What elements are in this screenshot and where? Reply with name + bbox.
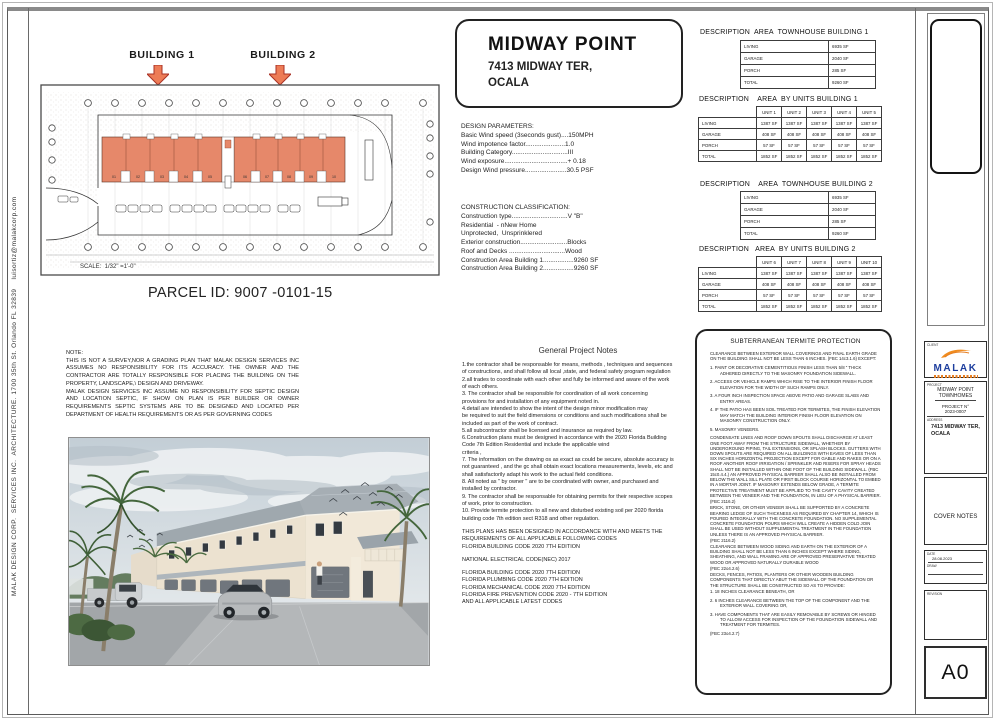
sheet-title-block — [924, 477, 987, 545]
termite-exceptions-list — [710, 365, 881, 431]
table-cell: 1852 SF — [782, 151, 807, 162]
sheet-title: COVER NOTES — [933, 514, 978, 520]
table-cell: 1852 SF — [782, 301, 807, 312]
service-truck — [318, 197, 348, 206]
left-strip-divider — [28, 8, 29, 714]
text-line: 1.the contractor shall be responsable for means, methods , techniques and sequences of constructions, and shall follow all local ,state, and federal safety program regulation — [462, 362, 673, 376]
table-cell: TOTAL — [699, 151, 757, 162]
general-notes-body — [462, 362, 674, 607]
malak-logo-swoosh-icon — [939, 348, 973, 359]
table-cell: 1852 SF — [807, 151, 832, 162]
project-address-block: 7413 MIDWAY TER, OCALA — [931, 424, 980, 438]
text-line: FLORIDA FIRE PREVENTION CODE 2020 - 7TH EDITION — [462, 592, 608, 599]
table-cell: 57 SF — [832, 140, 857, 151]
table-cell: TOTAL — [741, 228, 829, 240]
table-cell: 2040 SF — [829, 53, 876, 65]
malak-logo-text: MALAK — [933, 363, 978, 374]
table-row — [741, 204, 876, 216]
date-value: 28.08.2023 — [928, 556, 983, 563]
table-cell: 1387 SF — [857, 118, 882, 129]
svg-text:07: 07 — [265, 175, 269, 179]
table-row — [699, 129, 882, 140]
building1-label: BUILDING 1 — [129, 49, 195, 61]
table-cell: 408 SF — [782, 279, 807, 290]
table-cell: 1852 SF — [757, 151, 782, 162]
text-line: Residential - nNew Home — [461, 221, 537, 229]
table-cell: 408 SF — [757, 279, 782, 290]
text-line: (FBC 2116.2) — [710, 537, 736, 543]
table-row — [699, 279, 882, 290]
units-table-building2 — [698, 256, 882, 312]
termite-footer-ref: (FBC 23o4.2.7) — [710, 630, 740, 636]
table-cell: PORCH — [741, 216, 829, 228]
survey-disclaimer-note — [66, 350, 299, 419]
table-cell: 57 SF — [857, 290, 882, 301]
table-row — [741, 65, 876, 77]
revision-label: REVISION — [927, 592, 943, 596]
table-cell: 9260 SF — [829, 77, 876, 89]
client-block — [924, 341, 987, 378]
text-line: criteria , — [462, 449, 482, 456]
text-line: 9. The contractor shall be responsable for obtaining permits for their respective scopes of work, prior to construction. — [462, 493, 673, 507]
table-cell: 1387 SF — [782, 268, 807, 279]
rendering-scene — [69, 438, 429, 665]
table-row — [699, 140, 882, 151]
table-cell: UNIT 9 — [832, 257, 857, 268]
sidebar-revision-strip — [930, 19, 982, 174]
text-line: 3. HAVE COMPONENTS THAT ARE EASILY REMOVABLE BY SCREWS OR HINGED TO ALLOW ACCESS FOR INSPECTION OF THE FOUNDATION SIDEWALL AND TREATMENT FOR TERMITES. — [710, 611, 878, 628]
table-cell: LIVING — [741, 192, 829, 204]
table4-heading: DESCRIPTION AREA BY UNITS BUILDING 2 — [699, 246, 856, 253]
text-line: Construction type...............................V "B" — [461, 212, 583, 220]
svg-text:01: 01 — [112, 175, 116, 179]
text-line: CLEARANCE BETWEEN WOOD SIDING AND EARTH ON THE EXTERIOR OF A BUILDING SHALL NOT BE LESS THAN 6 INCHES EXCEPT WHERE SIDING, SHEATHING, AND WALL FRAMING ARE OF APPROVED PRESERVATIVE TREATED WOOD OR APPROVED NATURALLY DURABLE WOOD — [710, 544, 876, 565]
table-cell: 408 SF — [782, 129, 807, 140]
exterior-rendering-image — [68, 437, 430, 666]
project-title: MIDWAY POINT — [488, 34, 637, 55]
table-cell: 1852 SF — [832, 151, 857, 162]
table-cell: GARAGE — [741, 204, 829, 216]
svg-text:08: 08 — [287, 175, 291, 179]
table-cell: 57 SF — [782, 140, 807, 151]
date-label: DATE — [927, 552, 936, 556]
table-cell: 285 SF — [829, 216, 876, 228]
address-label: ADDRESS — [927, 418, 943, 422]
table-row — [699, 118, 882, 129]
entrance-cars — [58, 196, 78, 202]
table-cell: 1387 SF — [832, 118, 857, 129]
table-row — [741, 228, 876, 240]
table-cell: TOTAL — [699, 301, 757, 312]
table-cell: UNIT 7 — [782, 257, 807, 268]
text-line: 2. 6 INCHES CLEARANCE BETWEEN THE TOP OF THE COMPONENT AND THE EXTERIOR WALL COVERING OR, — [710, 597, 870, 608]
termite-heading: SUBTERRANEAN TERMITE PROTECTION — [730, 338, 861, 345]
table-row — [741, 216, 876, 228]
text-line: Basic Wind speed (3seconds gust)....150MPH — [461, 131, 594, 139]
table-cell: PORCH — [741, 65, 829, 77]
table-row — [699, 290, 882, 301]
table-row — [699, 268, 882, 279]
text-line: 1. PAINT OR DECORATIVE CEMENTITIOUS FINISH LESS THAN 5/8 " THICK ADHERED DIRECTLY TO THE MASONRY FOUNDATION SIDEWALL. — [710, 365, 862, 376]
table-cell: 1387 SF — [782, 118, 807, 129]
project-block — [924, 381, 987, 474]
area-table-building1 — [740, 40, 876, 89]
parcel-id: PARCEL ID: 9007 -0101-15 — [148, 285, 333, 301]
design-parameters-heading: DESIGN PARAMETERS: — [461, 123, 534, 130]
table-cell: 408 SF — [832, 279, 857, 290]
draw-label: DRAW — [927, 564, 937, 568]
table-row — [699, 301, 882, 312]
text-line: FLORIDA MECHANICAL CODE 2020 7TH EDITION — [462, 584, 590, 591]
table-row — [699, 107, 882, 118]
text-line: FLORIDA BUILDING CODE 2020 7TH EDITION — [462, 570, 580, 577]
table-cell: 57 SF — [857, 140, 882, 151]
text-line: 4.detail are intended to show the intent of the design minor modification may — [462, 405, 648, 412]
table-row — [699, 257, 882, 268]
text-line: 1. 18 INCHES CLEARANCE BENEATH, OR — [710, 588, 795, 594]
table-cell: TOTAL — [741, 77, 829, 89]
text-line: Roof and Decks ...............................Wood — [461, 247, 582, 255]
text-line: Wind exposure...................................+ 0.18 — [461, 158, 586, 166]
table-cell: PORCH — [699, 290, 757, 301]
text-line: AND ALL APPLICABLE LATEST CODES — [462, 599, 563, 606]
table-cell: UNIT 3 — [807, 107, 832, 118]
table-cell: UNIT 6 — [757, 257, 782, 268]
table-cell: 408 SF — [832, 129, 857, 140]
table-cell: 57 SF — [832, 290, 857, 301]
center-mail-kiosk — [222, 137, 234, 188]
table-cell: 57 SF — [757, 140, 782, 151]
text-line: 8. All noted as " by owner " are to be coordinated with owner, and purchased and installed by contractor. — [462, 479, 659, 493]
text-line: Design Wind pressure.......................30.5 PSF — [461, 166, 594, 174]
table-cell: 1387 SF — [757, 118, 782, 129]
text-line: Construction Area Building 1.................9260 SF — [461, 256, 599, 264]
general-notes-heading: General Project Notes — [538, 346, 618, 355]
units-table-building1 — [698, 106, 882, 162]
text-line: THIS PLANS HAS BEEN DESIGNED IN ACCORDANCE WITH AND MEETS THE REQUIREMENTS OF ALL APPLICABLE FOLLOWING CODES — [462, 528, 663, 543]
text-line: 10. Provide termite protection to all new and disturbed existing soil per 2020 florida building code 7th edition sect R318 and other regulation. — [462, 508, 664, 522]
svg-text:06: 06 — [243, 175, 247, 179]
table-cell: 1852 SF — [857, 301, 882, 312]
table-cell: 1852 SF — [832, 301, 857, 312]
project-title-block — [455, 19, 683, 108]
table-cell: 57 SF — [757, 290, 782, 301]
text-line: BRICK, STONE, OR OTHER VENEER SHALL BE SUPPORTED BY A CONCRETE BEARING LEDGE OF SUCH THICKNESS AS REQUIRED BY CHAPTER 14, WHICH IS POURED INTEGRALLY WITH THE CONCRETE FOUNDATION. NO SUPPLEMENTAL CONCRETE FOUNDATION POURS WHICH WILL CREATE A HIDDEN COLD JOIN SHALL BE USED WITHOUT SUPPLEMENTAL TREATMENT IN THE FOUNDATION UNLESS THERE IS AN APPROVED PHYSICAL BARRIER. — [710, 505, 879, 537]
construction-classification-lines — [461, 213, 676, 274]
text-line: 2. ACCESS OR VEHICLE RAMPS WHICH RISE TO THE INTERIOR FINISH FLOOR ELEVATION FOR THE WIDTH OF SUCH RAMPS ONLY. — [710, 379, 873, 390]
malak-logo-tagline-strip — [934, 375, 978, 378]
table-cell: GARAGE — [699, 129, 757, 140]
text-line: FLORIDA PLUMBING CODE 2020 7TH EDITION — [462, 577, 583, 584]
text-line: MALAK DESIGN SERVICES INC ASSUME NO RESPONSIBILITY FOR SEPTIC DESIGN AND LOCATION SEPTIC, IF SHOW ON PLAN IS PER BUILDER OR OWNER REQUIREMENTS SEPTIC SYSTEMS ARE TO BE DESIGNED AND LOCATED PER DEPARTMENT OF HEALTH REQUIREMENTS OR AS PER GOVERNING CODES — [66, 388, 299, 418]
table-cell: 1387 SF — [807, 268, 832, 279]
table-cell: 1852 SF — [857, 151, 882, 162]
text-line: Construction Area Building 2.................9260 SF — [461, 265, 599, 273]
table3-heading: DESCRIPTION AREA TOWNHOUSE BUILDING 2 — [700, 181, 873, 188]
table-cell — [699, 107, 757, 118]
project-number-label: PROJECT N° — [941, 404, 970, 409]
table-cell: 1387 SF — [832, 268, 857, 279]
text-line: Wind impotence factor......................1.0 — [461, 140, 575, 148]
table-cell: 408 SF — [857, 129, 882, 140]
text-line: NOTE: — [66, 350, 84, 356]
text-line: (FBC 22o4.2.6) — [710, 565, 740, 571]
termite-protection-box — [695, 329, 892, 695]
table-cell: 2040 SF — [829, 204, 876, 216]
table-cell: UNIT 5 — [857, 107, 882, 118]
area-table-building2 — [740, 191, 876, 240]
dumpster-pad — [365, 140, 373, 180]
design-parameters — [461, 123, 676, 176]
malak-logo — [925, 346, 986, 378]
sheet-number-block — [924, 646, 987, 699]
project-label: PROJECT — [927, 383, 942, 387]
site-plan-drawing — [40, 84, 440, 276]
table-cell: 9260 SF — [829, 228, 876, 240]
project-address: 7413 MIDWAY TER, OCALA — [488, 61, 593, 89]
construction-classification-heading: CONSTRUCTION CLASSIFICATION: — [461, 204, 570, 211]
sidebar-divider — [915, 8, 916, 714]
building2-label: BUILDING 2 — [250, 49, 316, 61]
svg-text:02: 02 — [136, 175, 140, 179]
table-cell: GARAGE — [741, 53, 829, 65]
scale-note: SCALE: 1/32" =1'-0" — [80, 264, 136, 270]
table-cell: 57 SF — [807, 290, 832, 301]
table-row — [741, 192, 876, 204]
draw-signature-line — [928, 571, 983, 575]
table-row — [741, 53, 876, 65]
text-line: 5. MASONRY VENEERS. — [710, 426, 760, 432]
table-cell: UNIT 1 — [757, 107, 782, 118]
table-cell: 57 SF — [807, 140, 832, 151]
table2-heading: DESCRIPTION AREA BY UNITS BUILDING 1 — [699, 96, 858, 103]
table-cell: 6935 SF — [829, 192, 876, 204]
text-line: (FBC 2116.2) — [710, 499, 736, 505]
table-cell — [699, 257, 757, 268]
table1-heading: DESCRIPTION AREA TOWNHOUSE BUILDING 1 — [700, 29, 869, 36]
table-cell: LIVING — [741, 41, 829, 53]
project-number: 2023-0007 — [944, 409, 967, 414]
text-line: 6.Construction plans must be designed in accordance with the 2020 Florida Building Code 7th Edition Residential and include the applicable wind — [462, 435, 667, 449]
table-cell: LIVING — [699, 268, 757, 279]
text-line: 5.all subcontractor shall be licensed and insurance as required by law. — [462, 427, 633, 434]
firm-side-text: MALAK DESIGN CORP. SERVICES INC. ARCHITECTURE. 1700 35th St. Orlando FL 32839 luisortiz@malakcorp.com — [11, 196, 18, 596]
revision-block — [924, 590, 987, 640]
table-cell: UNIT 4 — [832, 107, 857, 118]
text-line: Building Category...............................III — [461, 149, 574, 157]
table-cell: 408 SF — [857, 279, 882, 290]
text-line: 7. The information on the drawing os as exact as could be secure, absolute accuracy is not guaranteed , and the gc shall obtain exact locations measurements, levels, etc and shall satisfactorily adapt his work to the actual field conditions. — [462, 457, 674, 478]
text-line: Exterior construction..........................Blocks — [461, 239, 587, 247]
table-cell: UNIT 10 — [857, 257, 882, 268]
text-line: FLORIDA BUILDING CODE 2020 7TH EDITION — [462, 543, 580, 550]
svg-text:09: 09 — [309, 175, 313, 179]
table-cell: 285 SF — [829, 65, 876, 77]
table-cell: 6935 SF — [829, 41, 876, 53]
table-cell: PORCH — [699, 140, 757, 151]
text-line: Unprotected, Unsprinklered — [461, 230, 542, 238]
text-line: NATIONAL ELECTRICAL CODE(NEC) 2017 — [462, 556, 571, 563]
table-cell: 57 SF — [782, 290, 807, 301]
text-line: CONDENSATE LINES AND ROOF DOWN SPOUTS SHALL DISCHARGE AT LEAST ONE FOOT AWAY FROM THE STRUCTURE SIDEWALL, WHETHER BY UNDERGROUND PIPING, TAIL EXTENSIONS, OR SPLASH BLOCKS. GUTTERS WITH DOWN SPOUTS ARE REQUIRED ON ALL BUILDINGS WITH EAVES OF LESS THAN SIX INCHES HORIZONTAL PROJECTION EXCEPT FOR GABLE AND RAKES OR ON A ROOF ANOTHER ROOF IRRIGATION / SPRINKLER AND RISERS FOR SPRAY HEADS SHALL NOT BE INSTALLED WITHIN ONE FOOT OF THE BUILDING SIDEWALL. (FBC 15c0.4.4.) AN APPROVED PHYSICAL BARRIER SHALL ALSO BE INSTALLED FROM BELOW THE WALL SILL PLATE OR FIRST BLOCK COURSE HORIZONTAL TO EMBED IN A MORTAR JOINT. IF MASONRY EXTENDS BELOW GRADE, A TERMITE PROTECTIVE TREATMENT MUST BE APPLIED TO THE CAVITY CAVITY CREATED BETWEEN THE VENEER AND THE FOUNDATION, IN LIEU OF A PHYSICAL BARRIER. — [710, 435, 881, 498]
table-cell: LIVING — [699, 118, 757, 129]
building1-arrow-icon — [147, 65, 169, 85]
text-line: 3. The contractor shall be responsible for coordination of all work concerning provisions for and installation of any equipment noted in. — [462, 391, 648, 405]
table-cell: GARAGE — [699, 279, 757, 290]
text-line: THIS IS NOT A SURVEY,NOR A GRADING PLAN THAT MALAK DESIGN SERVICES INC ASSUMES NO RESPONSIBILITY FOR ITS ACCURACY. THE OWNER AND THE CONTRACTOR ARE TOTALLY RESPONSIBLE FOR PLACING THE BUILDING ON THE PROPERTY, LANDSCAPE,\ DESIGN AND DRIVEWAY. — [66, 357, 299, 387]
text-line: be required to suit the field dimensions or conditions and such modifications shall be included as part of the work of contract. — [462, 413, 667, 427]
table-cell: UNIT 2 — [782, 107, 807, 118]
termite-paragraphs — [710, 435, 881, 588]
termite-provisions-list — [710, 589, 881, 627]
table-cell: 408 SF — [807, 129, 832, 140]
table-row — [741, 41, 876, 53]
table-cell: 1387 SF — [857, 268, 882, 279]
table-row — [699, 151, 882, 162]
project-name-line1: MIDWAY POINT — [937, 387, 974, 393]
svg-text:10: 10 — [332, 175, 336, 179]
date-block — [924, 550, 987, 584]
project-name-line2: TOWNHOMES — [935, 393, 977, 401]
termite-intro: CLEARANCE BETWEEN EXTERIOR WALL COVERINGS AND FINAL EARTH GRADE ON THE BUILDING SHALL NOT BE LESS THAN 6 INCHES. (FBC 14c3.1.6) EXCEPT: — [710, 351, 877, 362]
table-cell: 1852 SF — [757, 301, 782, 312]
table-cell: UNIT 8 — [807, 257, 832, 268]
table-cell: 408 SF — [757, 129, 782, 140]
building2-arrow-icon — [269, 65, 291, 85]
client-label: CLIENT — [927, 343, 939, 347]
text-line: 4. IF THE PATIO HAS BEEN SOIL TREATED FOR TERMITES, THE FINISH ELEVATION MAY MATCH THE BUILDING INTERIOR FINISH FLOOR ELEVATION ON MASONRY CONSTRUCTION ONLY. — [710, 407, 881, 423]
table-cell: 1387 SF — [757, 268, 782, 279]
text-line: 3. A FOUR INCH INSPECTION SPACE ABOVE PATIO AND GARAGE SLABS AND ENTRY AREAS. — [710, 393, 870, 404]
table-cell: 1852 SF — [807, 301, 832, 312]
svg-text:05: 05 — [208, 175, 212, 179]
svg-text:04: 04 — [184, 175, 188, 179]
table-cell: 1387 SF — [807, 118, 832, 129]
design-parameters-lines — [461, 132, 676, 176]
text-line: DECKS, FENCES, PATIOS, PLANTERS OR OTHER WOODEN BUILDING COMPONENTS THAT DIRECTLY ABUT THE SIDEWALL OF THE FOUNDATION OR THE STRUCTURE SHALL BE CONSTRUCTED SO AS TO PROVIDE: — [710, 572, 874, 588]
table-cell: 408 SF — [807, 279, 832, 290]
sheet-number: A0 — [941, 660, 970, 684]
text-line: 2.all trades to coordinate with each other and fully be informed and aware of the work of each others. — [462, 376, 670, 390]
svg-text:03: 03 — [160, 175, 164, 179]
table-row — [741, 77, 876, 89]
construction-classification — [461, 204, 676, 274]
